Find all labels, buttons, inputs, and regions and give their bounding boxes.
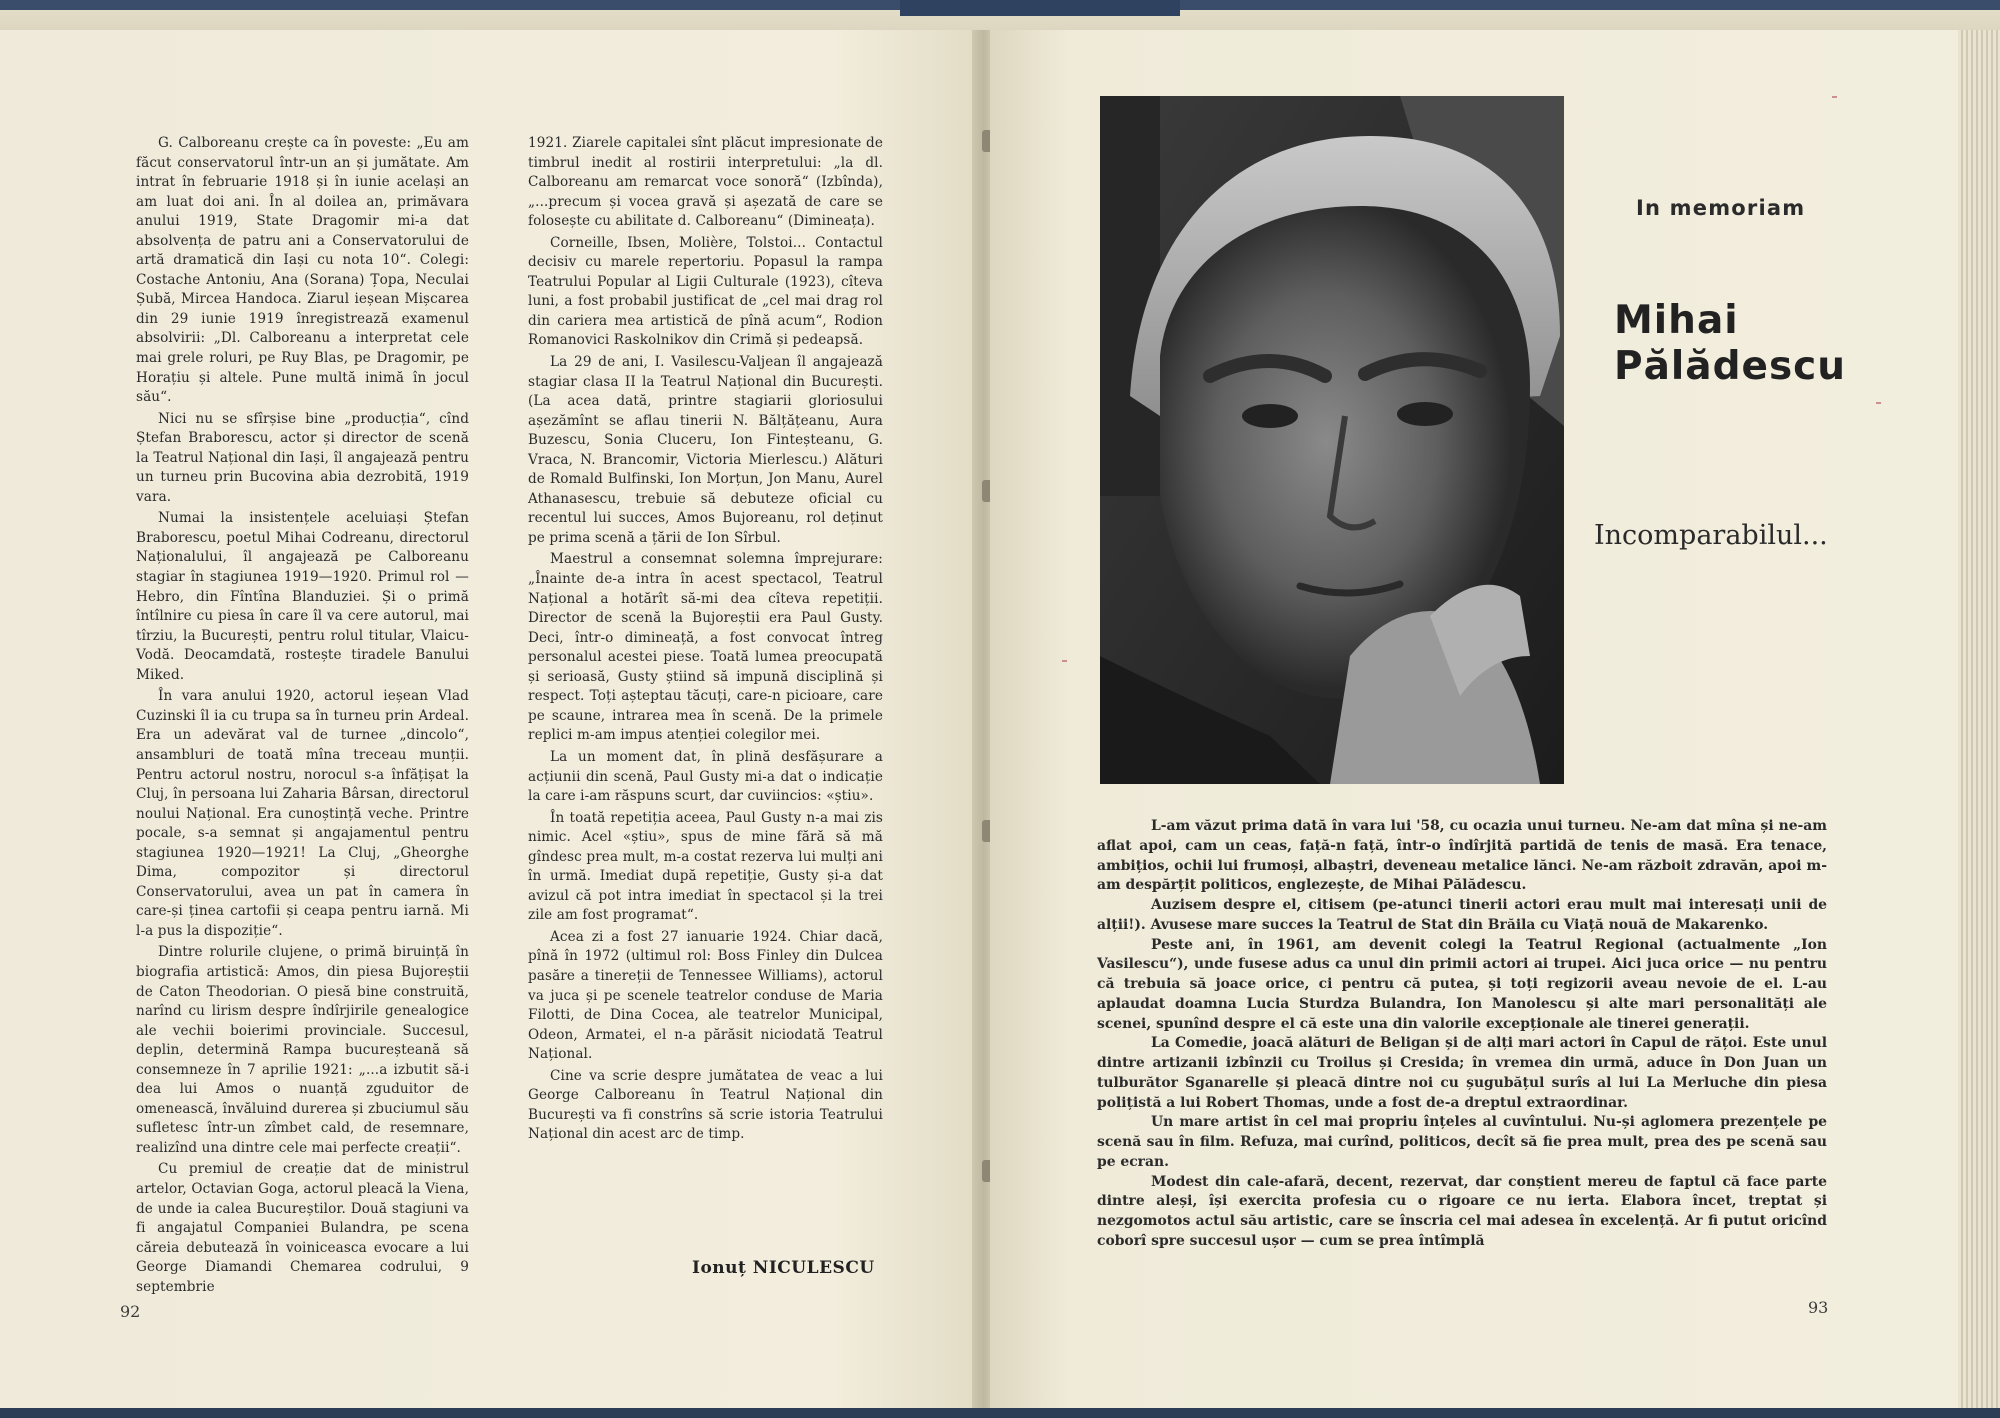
- paragraph: Numai la insistențele aceluiași Ștefan Braborescu, poetul Mihai Codreanu, directorul Naționalului, îl angajează pe Calboreanu stagiar în stagiunea 1919—1920. Primul rol — Hebro, din Fîntîna Blanduziei. Și o primă întîlnire cu piesa în care îl va cere autorul, mai tîrziu, la București, pentru rolul titular, Vlaicu-Vodă. Deocamdată, rostește tiradele Banului Miked.: [136, 510, 469, 683]
- title-line-2: Pălădescu: [1614, 344, 1847, 389]
- paragraph: La 29 de ani, I. Vasilescu-Valjean îl angajează stagiar clasa II la Teatrul Național din București. (La acea dată, printre stagiarii gloriosului așezămînt se aflau tinerii N. Bălțățeanu, Aura Buzescu, Sonia Cluceru, Ion Finteșteanu, G. Vraca, N. Brancomir, Victoria Mierlescu.) Alături de Romald Bulfinski, Ion Morțun, Jon Manu, Aurel Athanasescu, trebuie să debuteze oficial cu recentul lui succes, Amos Bujoreanu, rol deținut pe prima scenă a țării de Ion Sîrbul.: [528, 354, 883, 546]
- left-column-2: [528, 134, 883, 1147]
- paragraph: La un moment dat, în plină desfășurare a acțiunii din scenă, Paul Gusty mi-a dat o indicație la care i-am răspuns scurt, dar cuviincios: «știu».: [528, 748, 883, 805]
- paper-speck: [1062, 660, 1067, 662]
- paragraph: Corneille, Ibsen, Molière, Tolstoi... Contactul decisiv cu marele repertoriu. Popasul la rampa Teatrului Popular al Ligii Culturale (1923), cîteva luni, a fost probabil justificat de „cel mai drag rol din cariera mea artistică de pînă acum“, Rodion Romanovici Raskolnikov din Crimă și pedeapsă.: [528, 234, 883, 349]
- paragraph: Acea zi a fost 27 ianuarie 1924. Chiar dacă, pînă în 1972 (ultimul rol: Boss Finley din Dulcea pasăre a tinereții de Tennessee Williams), actorul va juca și pe scenele teatrelor conduse de Maria Filotti, de Dina Cocea, ale teatrelor Municipal, Odeon, Armatei, el n-a părăsit niciodată Teatrul Național.: [528, 928, 883, 1063]
- article-title: [1614, 298, 1846, 390]
- paragraph: Cu premiul de creație dat de ministrul artelor, Octavian Goga, actorul pleacă la Viena, de unde ia calea Bucureștilor. Două stagiuni va fi angajatul Companiei Bulandra, pe scena căreia debutează în voiniceasca evocare a lui George Diamandi Chemarea codrului, 9 septembrie: [136, 1161, 469, 1295]
- article-subtitle: Incomparabilul...: [1594, 520, 1828, 551]
- paragraph: În vara anului 1920, actorul ieșean Vlad Cuzinski îl ia cu trupa sa în turneu prin Ardeal. Era un adevărat val de turnee „dincolo“, ansambluri de toată mîna treceau munții. Pentru actorul nostru, norocul s-a înfățișat la Cluj, în persoana lui Zaharia Bârsan, directorul noului Național. Era cunoștință veche. Printre pocale, s-a semnat și angajamentul pentru stagiunea 1920—1921! La Cluj, „Gheorghe Dima, compozitor și directorul Conservatorului, avea un pat în camera în care-și ținea cartofii și ceapa pentru iarnă. Mi l-a pus la dispoziție“.: [136, 688, 469, 939]
- page-stack-edge: [1958, 30, 2000, 1408]
- paragraph: La Comedie, joacă alături de Beligan și de alți mari actori în Capul de rățoi. Este unul dintre artizanii izbînzii cu Troilus și Cresida; în vremea din urmă, aduce în Don Juan un tulburător Sganarelle și pleacă dintre noi cu șugubățul surîs al lui La Merluche din piesa polițistă a lui Robert Thomas, unde a fost de-a dreptul extraordinar.: [1097, 1035, 1827, 1111]
- paragraph: Cine va scrie despre jumătatea de veac a lui George Calboreanu în Teatrul Național din București va fi constrîns să scrie istoria Teatrului Național din acest arc de timp.: [528, 1067, 883, 1143]
- page-number-right: 93: [1808, 1298, 1829, 1317]
- book-cover-spine: [900, 0, 1180, 16]
- paragraph: În toată repetiția aceea, Paul Gusty n-a mai zis nimic. Acel «știu», spus de mine fără să mă gîndesc prea mult, m-a costat rezerva lui mulți ani în urmă. Imediat după repetiție, Gusty și-a dat avizul că pot intra imediat în spectacol și la trei zile am fost programat“.: [528, 809, 883, 924]
- paragraph: G. Calboreanu crește ca în poveste: „Eu am făcut conservatorul într-un an și jumătate. Am intrat în februarie 1918 și în iunie același an am luat doi ani. În al doilea an, primăvara anului 1919, State Dragomir mi-a dat absolvența de patru ani a Conservatorului de artă dramatică din Iași cu nota 10“. Colegi: Costache Antoniu, Ana (Sorana) Țopa, Neculai Șubă, Mircea Handoca. Ziarul ieșean Mișcarea din 29 iunie 1919 înregistrează examenul absolvirii: „Dl. Calboreanu a interpretat cele mai grele roluri, pe Ruy Blas, pe Dragomir, pe Horațiu și altele. Pune multă inimă în jocul său“.: [136, 135, 469, 406]
- paragraph: 1921. Ziarele capitalei sînt plăcut impresionate de timbrul inedit al rostirii interpretului: „la dl. Calboreanu am remarcat voce sonoră“ (Izbînda), „...precum și vocea gravă și așezată de care se folosește cu abilitate d. Calboreanu“ (Dimineața).: [528, 135, 883, 230]
- left-page: [0, 30, 980, 1408]
- paragraph: Maestrul a consemnat solemna împrejurare: „Înainte de-a intra în acest spectacol, Teatrul Național a hotărît să-mi dea cîteva repetiții. Director de scenă la Bujoreștii era Paul Gusty. Deci, într-o dimineață, a fost convocat întreg personalul acestei piese. Toată lumea preocupată și serioasă, Gusty știind să impună disciplină și respect. Toți așteptau tăcuți, care-n picioare, care pe scaune, intrarea mea în scenă. De la primele replici m-am impus atenției colegilor mei.: [528, 551, 883, 744]
- portrait-photo-icon: [1100, 96, 1564, 784]
- right-body-text: [1097, 817, 1827, 1252]
- paper-speck: [1876, 402, 1881, 404]
- title-line-1: Mihai: [1614, 298, 1739, 343]
- paragraph: Auzisem despre el, citisem (pe-atunci tinerii actori erau mult mai interesați unii de alții!). Avusese mare succes la Teatrul de Stat din Brăila cu Viață nouă de Makarenko.: [1097, 897, 1827, 933]
- paragraph: Peste ani, în 1961, am devenit colegi la Teatrul Regional (actualmente „Ion Vasilescu“), unde fusese adus ca unul din primii actori ai trupei. Aici juca orice — nu pentru că trebuia să joace orice, ci pentru că putea, și toți regizorii aveau nevoie de el. L-au aplaudat doamna Lucia Sturdza Bulandra, Ion Manolescu și alte mari personalități ale scenei, spunînd despre el că este una din valorile excepționale ale tinerei generații.: [1097, 936, 1827, 1032]
- paragraph: L-am văzut prima dată în vara lui '58, cu ocazia unui turneu. Ne-am dat mîna și ne-am aflat apoi, cam un ceas, față-n față, într-o îndîrjită partidă de tenis de masă. Era tenace, ambițios, ochii lui frumoși, albaștri, deveneau metalice lănci. Ne-am războit zdravăn, apoi m-am despărțit politicos, englezește, de Mihai Pălădescu.: [1097, 818, 1827, 894]
- page-number-left: 92: [120, 1302, 141, 1321]
- paragraph: Modest din cale-afară, decent, rezervat, dar conștient mereu de faptul că face parte dintre aleși, își exercita profesia cu o rigoare ce nu ierta. Elabora încet, treptat și nezgomotos actul său artistic, care se înscria cel mai adesea în excelență. Ar fi putut oricînd coborî spre succesul ușor — cum se prea întîmplă: [1097, 1173, 1827, 1249]
- left-column-1: [136, 134, 469, 1299]
- rubric-heading: In memoriam: [1636, 196, 1806, 220]
- paragraph: Nici nu se sfîrșise bine „producția“, cînd Ștefan Braborescu, actor și director de scenă la Teatrul Național din Iași, îl angajează pentru un turneu prin Bucovina abia dezrobită, 1919 vara.: [136, 410, 469, 505]
- paragraph: Un mare artist în cel mai propriu înțeles al cuvîntului. Nu-și aglomera prezențele pe scenă sau în film. Refuza, mai curînd, politicos, decît să fie prea mult, prea des pe scenă sau pe ecran.: [1097, 1114, 1827, 1170]
- author-signature: Ionuț NICULESCU: [692, 1258, 875, 1278]
- paragraph: Dintre rolurile clujene, o primă biruință în biografia artistică: Amos, din piesa Bujoreștii de Caton Theodorian. O piesă bine construită, narînd cu lirism despre îndîrjirile genealogice ale vechii boierimi provinciale. Succesul, deplin, determină Rampa bucureșteană să consemneze în 7 aprilie 1921: „...a izbutit să-i dea lui Amos o nuanță zguduitor de omenească, învăluind durerea și zbuciumul său sufletesc într-un zîmbet cald, de resemnare, realizînd una dintre cele mai perfecte creații“.: [136, 944, 469, 1156]
- paper-speck: [1832, 96, 1837, 98]
- portrait-photo: [1100, 96, 1564, 784]
